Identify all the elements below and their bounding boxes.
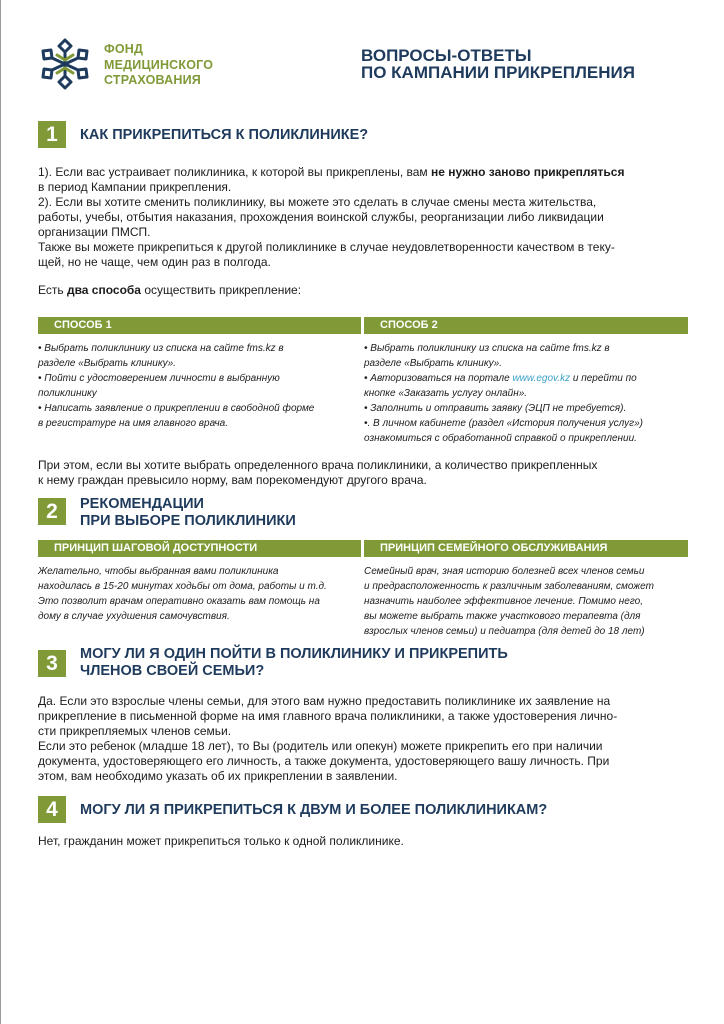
title-line: ПО КАМПАНИИ ПРИКРЕПЛЕНИЯ — [361, 63, 635, 82]
answer-text: 1). Если вас устраивает поликлиника, к которой вы прикреплены, вам не нужно заново прикрепляться в период Кампании прикрепления. 2). Если вы хотите сменить поликлинику, вы можете это сделать в случае смены места жительства, работы, учебы, отбытия наказания, прохождения воинской службы, реорганизации либо ликвидации организации ПМСП. Также вы можете прикрепиться к другой поликлинике в случае неудовлетворенности качеством в теку- щей, но не чаще, чем один раз в полгода. — [38, 165, 625, 269]
logo-line: СТРАХОВАНИЯ — [104, 73, 201, 87]
logo-line: ФОНД — [104, 42, 144, 56]
section-number: 2 — [38, 498, 66, 525]
section-number: 4 — [38, 796, 66, 823]
doctor-choice-note: При этом, если вы хотите выбрать определенного врача поликлиники, а количество прикрепленных к нему граждан превысило норму, вам порекомендуют другого врача. — [38, 458, 598, 487]
section-number: 3 — [38, 650, 66, 677]
section-title: РЕКОМЕНДАЦИИ ПРИ ВЫБОРЕ ПОЛИКЛИНИКИ — [80, 496, 296, 529]
principle-2-header: ПРИНЦИП СЕМЕЙНОГО ОБСЛУЖИВАНИЯ — [364, 540, 688, 557]
logo-line: МЕДИЦИНСКОГО — [104, 57, 214, 72]
section-title: МОГУ ЛИ Я ОДИН ПОЙТИ В ПОЛИКЛИНИКУ И ПРИКРЕПИТЬ ЧЛЕНОВ СВОЕЙ СЕМЬИ? — [80, 646, 508, 679]
section-title: КАК ПРИКРЕПИТЬСЯ К ПОЛИКЛИНИКЕ? — [80, 127, 369, 143]
section-title: МОГУ ЛИ Я ПРИКРЕПИТЬСЯ К ДВУМ И БОЛЕЕ ПОЛИКЛИНИКАМ? — [80, 802, 548, 818]
method-1-steps: • Выбрать поликлинику из списка на сайте fms.kz в разделе «Выбрать клинику». • Пойти с удостоверением личности в выбранную поликлинику • Написать заявление о прикреплении в свободной форме в регистратуре на имя главного врача. — [38, 343, 315, 429]
method-1-header: СПОСОБ 1 — [38, 317, 361, 334]
principle-1-header: ПРИНЦИП ШАГОВОЙ ДОСТУПНОСТИ — [38, 540, 361, 557]
document-title — [361, 47, 635, 81]
principle-2-text: Семейный врач, зная историю болезней всех членов семьи и предрасположенность к различным заболеваниям, сможет назначить наиболее эффективное лечение. Помимо него, вы можете выбрать также участкового терапевта (для взрослых членов семьи) и педиатра (для детей до 18 лет) — [364, 566, 654, 637]
fund-logo-text — [104, 42, 213, 89]
methods-intro: Есть два способа осуществить прикрепление: — [38, 283, 302, 297]
method-2-steps: • Выбрать поликлинику из списка на сайте fms.kz в разделе «Выбрать клинику». • Авторизоваться на портале www.egov.kz и перейти по кнопке «Заказать услугу онлайн». • Заполнить и отправить заявку (ЭЦП не требуется). •. В личном кабинете (раздел «История получения услуг») ознакомиться с обработанной справкой о прикреплении. — [364, 343, 643, 444]
title-line: ВОПРОСЫ-ОТВЕТЫ — [361, 46, 532, 65]
method-2-header: СПОСОБ 2 — [364, 317, 688, 334]
fund-logo-icon — [37, 36, 93, 92]
egov-link[interactable]: www.egov.kz — [512, 373, 571, 384]
principle-1-text: Желательно, чтобы выбранная вами поликлиника находилась в 15-20 минутах ходьбы от дома, работы и т.д. Это позволит врачам оперативно оказать вам помощь на дому в случае ухудшения самочувствия. — [38, 566, 327, 622]
answer-text: Нет, гражданин может прикрепиться только к одной поликлинике. — [38, 834, 404, 848]
answer-text: Да. Если это взрослые члены семьи, для этого вам нужно предоставить поликлинике их заявление на прикрепление в письменной форме на имя главного врача поликлиники, а также удостоверения лично- сти прикрепляемых членов семьи. Если это ребенок (младше 18 лет), то Вы (родитель или опекун) можете прикрепить его при наличии документа, удостоверяющего его личность, а также документа, удостоверяющего вашу личность. При этом, вам необходимо указать об их прикреплении в заявлении. — [38, 694, 618, 783]
section-number: 1 — [38, 121, 66, 148]
